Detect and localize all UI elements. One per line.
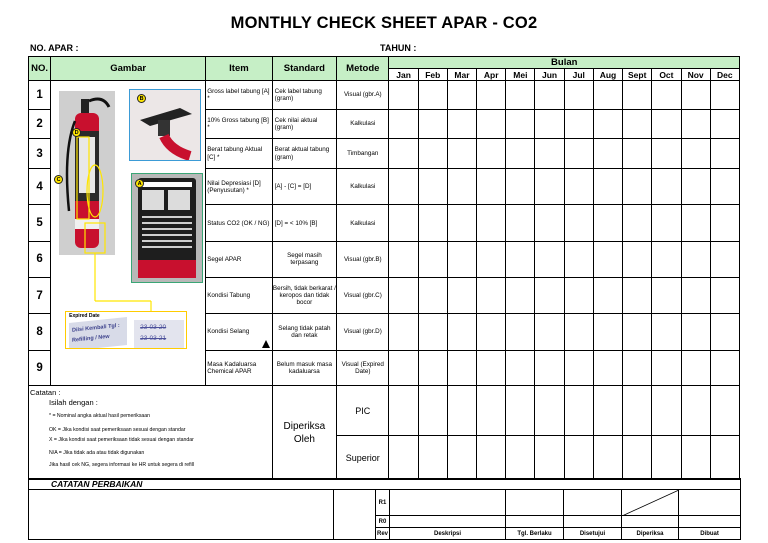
superior-cell-dec[interactable] — [710, 436, 739, 480]
check-cell-apr[interactable] — [477, 110, 506, 139]
check-cell-oct[interactable] — [652, 169, 681, 205]
check-cell-jul[interactable] — [564, 81, 593, 110]
check-cell-jun[interactable] — [535, 169, 564, 205]
expired-sticker — [69, 317, 127, 349]
superior-cell-oct[interactable] — [652, 436, 681, 480]
expired-date-box — [65, 311, 187, 349]
row-number: 5 — [29, 205, 51, 241]
standard-cell: Cek label tabung (gram) — [272, 81, 336, 110]
label-d-badge: D — [72, 128, 81, 137]
standard-cell: Segel masih terpasang — [272, 241, 336, 277]
pic-cell-feb[interactable] — [418, 386, 447, 436]
diagonal-line — [622, 490, 679, 516]
check-cell-sept[interactable] — [623, 314, 652, 350]
check-cell-apr[interactable] — [477, 205, 506, 241]
check-cell-oct[interactable] — [652, 139, 681, 169]
pic-cell-apr[interactable] — [477, 386, 506, 436]
check-cell-mei[interactable] — [506, 139, 535, 169]
superior-cell-jul[interactable] — [564, 436, 593, 480]
row-number: 8 — [29, 314, 51, 350]
check-cell-nov[interactable] — [681, 205, 710, 241]
check-cell-dec[interactable] — [710, 81, 739, 110]
tgl-berlaku-label: Tgl. Berlaku — [506, 528, 564, 540]
check-cell-feb[interactable] — [418, 278, 447, 314]
note-line: N/A = Jika tidak ada atau tidak digunakan — [49, 450, 145, 456]
check-cell-jun[interactable] — [535, 110, 564, 139]
pic-cell-mar[interactable] — [447, 386, 476, 436]
check-cell-sept[interactable] — [623, 205, 652, 241]
standard-cell: Belum masuk masa kadaluarsa — [272, 350, 336, 385]
tahun-label: TAHUN : — [380, 43, 417, 53]
check-cell-aug[interactable] — [593, 278, 622, 314]
check-cell-dec[interactable] — [710, 139, 739, 169]
check-cell-jun[interactable] — [535, 241, 564, 277]
row-number: 4 — [29, 169, 51, 205]
check-cell-mei[interactable] — [506, 350, 535, 385]
check-cell-aug[interactable] — [593, 81, 622, 110]
row-number: 1 — [29, 81, 51, 110]
check-cell-jan[interactable] — [389, 169, 418, 205]
rev-label: Rev — [376, 528, 390, 540]
check-cell-jan[interactable] — [389, 139, 418, 169]
item-cell: Kondisi Tabung — [206, 278, 272, 314]
superior-cell-jun[interactable] — [535, 436, 564, 480]
check-cell-dec[interactable] — [710, 350, 739, 385]
expired-date-2: 23-03-21 — [140, 335, 167, 342]
month-header-jul: Jul — [564, 69, 593, 81]
check-cell-oct[interactable] — [652, 241, 681, 277]
check-cell-sept[interactable] — [623, 241, 652, 277]
item-cell: Segel APAR — [206, 241, 272, 277]
month-header-jan: Jan — [389, 69, 418, 81]
superior-cell-sept[interactable] — [623, 436, 652, 480]
rev-r1: R1 — [376, 490, 390, 516]
check-cell-apr[interactable] — [477, 81, 506, 110]
check-cell-nov[interactable] — [681, 241, 710, 277]
check-cell-nov[interactable] — [681, 278, 710, 314]
header-item: Item — [206, 57, 272, 81]
row-number: 2 — [29, 110, 51, 139]
row-number: 6 — [29, 241, 51, 277]
check-cell-jan[interactable] — [389, 314, 418, 350]
check-cell-nov[interactable] — [681, 110, 710, 139]
check-cell-sept[interactable] — [623, 350, 652, 385]
superior-cell-jan[interactable] — [389, 436, 418, 480]
check-cell-mei[interactable] — [506, 241, 535, 277]
check-cell-mei[interactable] — [506, 205, 535, 241]
r1-diperiksa[interactable] — [622, 490, 679, 516]
metode-cell: Visual (gbr.A) — [337, 81, 389, 110]
check-cell-feb[interactable] — [418, 139, 447, 169]
check-cell-apr[interactable] — [477, 350, 506, 385]
check-cell-feb[interactable] — [418, 110, 447, 139]
superior-cell-mei[interactable] — [506, 436, 535, 480]
check-cell-mar[interactable] — [447, 278, 476, 314]
diperiksa-oleh-label: Diperiksa Oleh — [272, 386, 336, 480]
check-cell-jul[interactable] — [564, 139, 593, 169]
dibuat-label: Dibuat — [679, 528, 741, 540]
standard-cell: Bersih, tidak berkarat / keropos dan tidak bocor — [272, 278, 336, 314]
standard-cell: [D] = < 10% [B] — [272, 205, 336, 241]
metode-cell: Visual (gbr.C) — [337, 278, 389, 314]
check-row — [29, 81, 740, 110]
superior-cell-feb[interactable] — [418, 436, 447, 480]
check-cell-jul[interactable] — [564, 110, 593, 139]
note-line: OK = Jika kondisi saat pemeriksaan sesuai dengan standar — [49, 427, 186, 433]
check-cell-aug[interactable] — [593, 350, 622, 385]
header-no: NO. — [29, 57, 51, 81]
check-cell-sept[interactable] — [623, 139, 652, 169]
check-cell-mei[interactable] — [506, 81, 535, 110]
note-line: Jika hasil cek NG, segera informasi ke HR untuk segera di refill — [49, 462, 195, 468]
check-cell-feb[interactable] — [418, 169, 447, 205]
check-cell-feb[interactable] — [418, 205, 447, 241]
check-cell-apr[interactable] — [477, 241, 506, 277]
header-bulan: Bulan — [389, 57, 740, 69]
standard-cell: [A] - [C] = [D] — [272, 169, 336, 205]
r0-disetujui[interactable] — [564, 516, 622, 528]
no-apar-label: NO. APAR : — [30, 43, 79, 53]
check-cell-nov[interactable] — [681, 169, 710, 205]
check-cell-apr[interactable] — [477, 314, 506, 350]
check-cell-jun[interactable] — [535, 314, 564, 350]
check-cell-jul[interactable] — [564, 241, 593, 277]
check-cell-dec[interactable] — [710, 314, 739, 350]
check-cell-sept[interactable] — [623, 110, 652, 139]
check-cell-jan[interactable] — [389, 205, 418, 241]
check-cell-feb[interactable] — [418, 314, 447, 350]
check-cell-mar[interactable] — [447, 110, 476, 139]
check-cell-aug[interactable] — [593, 169, 622, 205]
refilling-label: Refilling / New — [72, 333, 110, 344]
check-cell-mei[interactable] — [506, 169, 535, 205]
metode-cell: Kalkulasi — [337, 169, 389, 205]
superior-cell-aug[interactable] — [593, 436, 622, 480]
note-line: * = Nominal angka aktual hasil pemeriksaan — [49, 413, 151, 419]
month-header-mei: Mei — [506, 69, 535, 81]
item-cell: Nilai Depresiasi [D] (Penyusutan) * — [206, 169, 272, 205]
apar-picture-cell — [51, 81, 206, 386]
disetujui-label: Disetujui — [564, 528, 622, 540]
check-cell-oct[interactable] — [652, 110, 681, 139]
metode-cell: Visual (Expired Date) — [337, 350, 389, 385]
standard-cell: Berat aktual tabung (gram) — [272, 139, 336, 169]
perbaikan-blank — [334, 490, 376, 540]
check-cell-mei[interactable] — [506, 110, 535, 139]
check-cell-nov[interactable] — [681, 350, 710, 385]
catatan-perbaikan-table — [28, 478, 741, 540]
superior-label: Superior — [337, 436, 389, 480]
check-cell-mar[interactable] — [447, 205, 476, 241]
label-b-badge: B — [137, 94, 146, 103]
check-cell-nov[interactable] — [681, 81, 710, 110]
r0-dibuat[interactable] — [679, 516, 741, 528]
metode-cell: Kalkulasi — [337, 205, 389, 241]
check-cell-aug[interactable] — [593, 241, 622, 277]
check-cell-mar[interactable] — [447, 81, 476, 110]
month-header-aug: Aug — [593, 69, 622, 81]
pic-cell-jan[interactable] — [389, 386, 418, 436]
warning-triangle-icon — [262, 340, 270, 348]
check-cell-mar[interactable] — [447, 169, 476, 205]
check-cell-aug[interactable] — [593, 205, 622, 241]
metode-cell: Kalkulasi — [337, 110, 389, 139]
check-cell-mar[interactable] — [447, 241, 476, 277]
check-cell-apr[interactable] — [477, 169, 506, 205]
check-cell-jan[interactable] — [389, 110, 418, 139]
check-cell-oct[interactable] — [652, 314, 681, 350]
check-cell-dec[interactable] — [710, 241, 739, 277]
check-cell-jun[interactable] — [535, 205, 564, 241]
item-cell: 10% Gross tabung [B] * — [206, 110, 272, 139]
pic-cell-sept[interactable] — [623, 386, 652, 436]
row-number: 3 — [29, 139, 51, 169]
month-header-feb: Feb — [418, 69, 447, 81]
check-cell-aug[interactable] — [593, 314, 622, 350]
check-cell-nov[interactable] — [681, 139, 710, 169]
check-cell-feb[interactable] — [418, 350, 447, 385]
month-header-sept: Sept — [623, 69, 652, 81]
metode-cell: Timbangan — [337, 139, 389, 169]
month-header-nov: Nov — [681, 69, 710, 81]
metode-cell: Visual (gbr.B) — [337, 241, 389, 277]
note-line: X = Jika kondisi saat pemeriksaan tidak sesuai dengan standar — [49, 437, 194, 443]
deskripsi-label: Deskripsi — [390, 528, 506, 540]
month-header-mar: Mar — [447, 69, 476, 81]
check-cell-aug[interactable] — [593, 110, 622, 139]
superior-cell-mar[interactable] — [447, 436, 476, 480]
metode-cell: Visual (gbr.D) — [337, 314, 389, 350]
check-cell-oct[interactable] — [652, 81, 681, 110]
check-cell-jul[interactable] — [564, 314, 593, 350]
header-gambar: Gambar — [51, 57, 206, 81]
check-cell-jul[interactable] — [564, 278, 593, 314]
check-cell-feb[interactable] — [418, 81, 447, 110]
pic-cell-jul[interactable] — [564, 386, 593, 436]
pic-cell-mei[interactable] — [506, 386, 535, 436]
month-header-apr: Apr — [477, 69, 506, 81]
superior-cell-nov[interactable] — [681, 436, 710, 480]
check-cell-mei[interactable] — [506, 314, 535, 350]
check-cell-sept[interactable] — [623, 278, 652, 314]
check-cell-apr[interactable] — [477, 278, 506, 314]
check-cell-jun[interactable] — [535, 81, 564, 110]
check-cell-nov[interactable] — [681, 314, 710, 350]
perbaikan-notes-area[interactable] — [29, 490, 334, 540]
check-cell-jan[interactable] — [389, 81, 418, 110]
check-cell-dec[interactable] — [710, 205, 739, 241]
row-number: 9 — [29, 350, 51, 385]
check-sheet-table — [28, 56, 740, 480]
pic-cell-aug[interactable] — [593, 386, 622, 436]
item-cell: Status CO2 (OK / NG) — [206, 205, 272, 241]
check-cell-mei[interactable] — [506, 278, 535, 314]
standard-cell: Cek nilai aktual (gram) — [272, 110, 336, 139]
row-number: 7 — [29, 278, 51, 314]
item-cell: Kondisi Selang — [206, 314, 272, 350]
pic-cell-dec[interactable] — [710, 386, 739, 436]
check-cell-mar[interactable] — [447, 314, 476, 350]
check-cell-oct[interactable] — [652, 350, 681, 385]
expired-date-title: Expired Date — [69, 313, 100, 319]
check-cell-jan[interactable] — [389, 241, 418, 277]
check-cell-dec[interactable] — [710, 278, 739, 314]
check-cell-mar[interactable] — [447, 139, 476, 169]
label-a-badge: A — [135, 179, 144, 188]
item-cell: Masa Kadaluarsa Chemical APAR — [206, 350, 272, 385]
header-standard: Standard — [272, 57, 336, 81]
pic-cell-nov[interactable] — [681, 386, 710, 436]
r0-deskripsi[interactable] — [390, 516, 506, 528]
month-header-jun: Jun — [535, 69, 564, 81]
check-cell-sept[interactable] — [623, 81, 652, 110]
rev-r0: R0 — [376, 516, 390, 528]
check-cell-oct[interactable] — [652, 278, 681, 314]
diisi-kembali-label: Diisi Kembali Tgl : — [72, 322, 120, 334]
check-cell-dec[interactable] — [710, 110, 739, 139]
notes-row-pic — [29, 386, 740, 436]
check-cell-sept[interactable] — [623, 169, 652, 205]
pic-label: PIC — [337, 386, 389, 436]
check-cell-jan[interactable] — [389, 278, 418, 314]
item-cell: Gross label tabung [A] * — [206, 81, 272, 110]
check-cell-jul[interactable] — [564, 205, 593, 241]
r1-dibuat[interactable] — [679, 490, 741, 516]
r1-tgl[interactable] — [506, 490, 564, 516]
check-cell-jun[interactable] — [535, 278, 564, 314]
check-cell-dec[interactable] — [710, 169, 739, 205]
expired-date-1: 23-03-20 — [140, 324, 167, 331]
diperiksa-label: Diperiksa — [622, 528, 679, 540]
check-cell-jan[interactable] — [389, 350, 418, 385]
check-cell-apr[interactable] — [477, 139, 506, 169]
check-cell-aug[interactable] — [593, 139, 622, 169]
check-cell-jul[interactable] — [564, 169, 593, 205]
check-cell-mar[interactable] — [447, 350, 476, 385]
r0-diperiksa[interactable] — [622, 516, 679, 528]
month-header-dec: Dec — [710, 69, 739, 81]
r1-disetujui[interactable] — [564, 490, 622, 516]
check-cell-jul[interactable] — [564, 350, 593, 385]
check-cell-oct[interactable] — [652, 205, 681, 241]
isilah-label: Isilah dengan : — [49, 398, 98, 407]
check-cell-feb[interactable] — [418, 241, 447, 277]
pic-cell-oct[interactable] — [652, 386, 681, 436]
standard-cell: Selang tidak patah dan retak — [272, 314, 336, 350]
catatan-notes — [29, 386, 273, 480]
catatan-perbaikan-title: CATATAN PERBAIKAN — [29, 479, 741, 490]
page-title: MONTHLY CHECK SHEET APAR - CO2 — [230, 14, 538, 32]
catatan-label: Catatan : — [30, 388, 61, 397]
expired-dates — [134, 320, 184, 348]
apar-figure — [51, 81, 205, 385]
superior-cell-apr[interactable] — [477, 436, 506, 480]
r0-tgl[interactable] — [506, 516, 564, 528]
header-metode: Metode — [337, 57, 389, 81]
check-cell-jun[interactable] — [535, 350, 564, 385]
pic-cell-jun[interactable] — [535, 386, 564, 436]
check-cell-jun[interactable] — [535, 139, 564, 169]
item-cell: Berat tabung Aktual [C] * — [206, 139, 272, 169]
month-header-oct: Oct — [652, 69, 681, 81]
r1-deskripsi[interactable] — [390, 490, 506, 516]
label-c-badge: C — [54, 175, 63, 184]
